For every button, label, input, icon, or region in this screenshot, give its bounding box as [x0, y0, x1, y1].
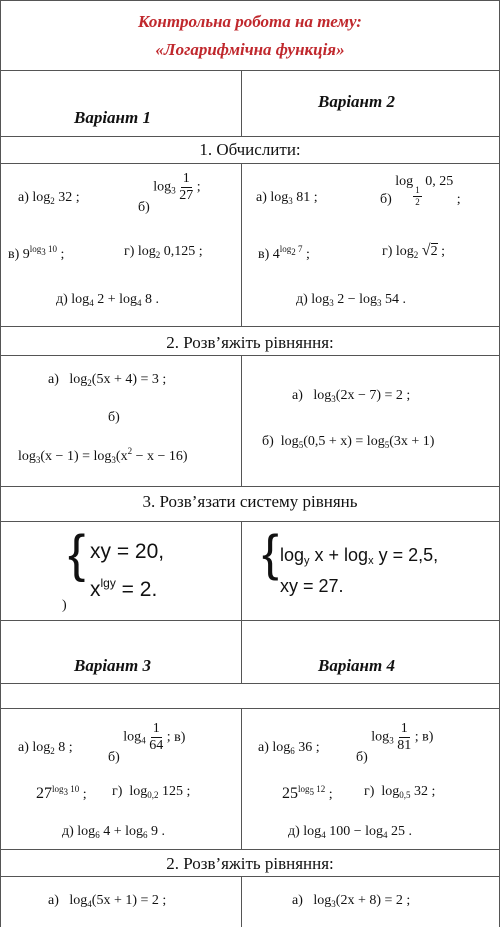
v2-compute-v: в) $4^{log2 7}$ ; — [258, 244, 310, 262]
v2-compute-a: а) $\log_3 81$ ; — [256, 190, 318, 206]
section-equations-title: 2. Розв’яжіть рівняння: — [166, 333, 334, 352]
v4-equation-a: а) $\log_3(2x + 8) = 2$ ; — [292, 893, 411, 909]
hline — [0, 355, 500, 356]
vline — [241, 708, 242, 849]
v2-system-brace: { — [262, 525, 279, 581]
title-line-1: Контрольна робота на тему: — [138, 12, 362, 31]
v4-compute-b: б) $\log_3$ $\frac{1}{81}$ ; в) — [356, 721, 434, 765]
v4-compute-g: г) $\log_{0,5} 32$ ; — [364, 784, 436, 800]
v1-compute-a: а) $\log_2 32$ ; — [18, 190, 80, 206]
v1-system-eq2: $x^{lgy} = 2$. — [90, 576, 158, 601]
v2-system-eq2: xy = 27. — [280, 576, 344, 596]
v2-system-eq1: $\log_y x + \log_x y = 2,5$, — [280, 545, 439, 567]
hline — [0, 521, 500, 522]
hline — [0, 326, 500, 327]
v2-equation-a: а) $\log_3(2x - 7) = 2$ ; — [292, 388, 411, 404]
section-system-title: 3. Розв’язати систему рівнянь — [142, 492, 358, 511]
v1-system-paren: ) — [62, 598, 67, 613]
section-equations2-title: 2. Розв’яжіть рівняння: — [166, 854, 334, 873]
v2-equation-b: б) $\log_5(0,5 + x) = \log_5(3x + 1)$ — [262, 434, 435, 450]
variant-2-header: Варіант 2 — [318, 92, 395, 111]
v1-compute-g: г) $\log_2 0,125$ ; — [124, 244, 203, 260]
v3-compute-d: д) $\log_6 4 + \log_6 9$ . — [62, 824, 165, 840]
hline — [0, 163, 500, 164]
v2-compute-d: д) $\log_3 2 - \log_3 54$ . — [296, 292, 406, 308]
title-line-2: «Логарифмічна функція» — [155, 40, 345, 59]
v3-compute-g: г) $\log_{0,2} 125$ ; — [112, 784, 191, 800]
v1-equation-b-label: б) — [108, 410, 120, 425]
v4-compute-v: $25^{log5 12}$ ; — [282, 784, 333, 802]
variant-4-header: Варіант 4 — [318, 656, 395, 675]
v3-compute-v: $27^{log3 10}$ ; — [36, 784, 87, 802]
hline — [0, 876, 500, 877]
v1-equation-b: $\log_3(x - 1) = \log_3(x^2 - x - 16)$ — [18, 446, 188, 465]
v1-compute-d: д) $\log_4 2 + \log_4 8$ . — [56, 292, 159, 308]
hline — [0, 708, 500, 709]
v1-system-eq1: xy = 20, — [90, 540, 165, 563]
v1-system-brace: { — [68, 525, 86, 583]
hline — [0, 620, 500, 621]
v1-compute-b: б) $\log_3$ $\frac{1}{27}$ ; — [138, 171, 201, 215]
vline — [241, 70, 242, 136]
variant-1-header: Варіант 1 — [74, 108, 151, 127]
border-top — [0, 0, 500, 1]
hline — [0, 849, 500, 850]
v3-compute-a: а) $\log_2 8$ ; — [18, 740, 73, 756]
hline — [0, 486, 500, 487]
v3-compute-b: б) $\log_4$ $\frac{1}{64}$ ; в) — [108, 721, 186, 765]
hline — [0, 683, 500, 684]
variant-3-header: Варіант 3 — [74, 656, 151, 675]
vline — [241, 355, 242, 486]
hline — [0, 136, 500, 137]
v4-compute-d: д) $\log_4 100 - \log_4 25$ . — [288, 824, 412, 840]
v4-compute-a: а) $\log_6 36$ ; — [258, 740, 320, 756]
v2-compute-b: б) log $\frac{1}{2}$ 0, 25 ; — [380, 174, 461, 207]
vline — [241, 521, 242, 683]
v1-compute-v: в) $9^{log3 10}$ ; — [8, 244, 65, 262]
v1-equation-a: а) $\log_2(5x + 4) = 3$ ; — [48, 372, 167, 388]
v3-equation-a: а) $\log_4(5x + 1) = 2$ ; — [48, 893, 167, 909]
vline — [241, 163, 242, 326]
vline — [241, 876, 242, 927]
section-compute-title: 1. Обчислити: — [199, 140, 301, 159]
hline — [0, 70, 500, 71]
v2-compute-g: г) $\log_2 √2$ ; — [382, 242, 445, 260]
